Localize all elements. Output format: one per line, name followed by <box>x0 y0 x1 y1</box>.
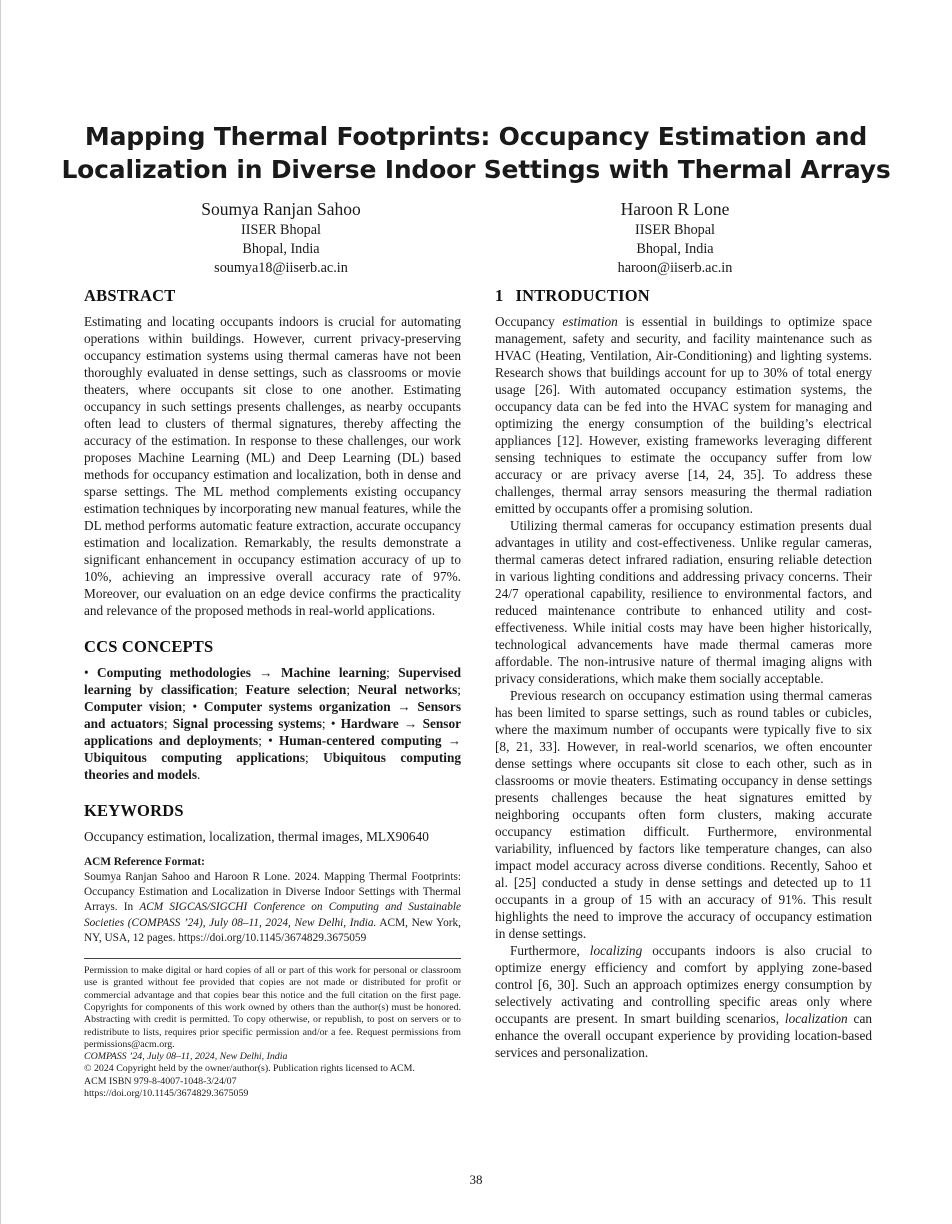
ccs-term: Signal processing systems <box>172 716 322 731</box>
ref-part: ACM, New York, NY, USA, 12 pages. https://doi.org/10.1145/3674829.3675059 <box>84 916 462 944</box>
ccs-term: Computing methodologies → Machine learning <box>97 665 387 680</box>
bullet: • <box>192 699 198 714</box>
acm-reference <box>84 855 461 946</box>
emphasis: estimation <box>562 314 618 329</box>
author-name: Haroon R Lone <box>620 199 730 219</box>
title-line-1: Mapping Thermal Footprints: Occupancy Estimation and <box>84 122 868 151</box>
title-line-2: Localization in Diverse Indoor Settings with Thermal Arrays <box>61 155 891 184</box>
permission-block <box>84 965 461 1100</box>
author-affiliation: IISER Bhopal <box>241 222 321 238</box>
intro-paragraph-1 <box>495 313 872 517</box>
keywords-heading: KEYWORDS <box>84 801 184 820</box>
text-part: can enhance the overall occupant experience by providing location-based services and personalization. <box>495 1011 872 1060</box>
bullet: • <box>330 716 336 731</box>
author-location: Bhopal, India <box>636 241 714 257</box>
author-name: Soumya Ranjan Sahoo <box>201 199 361 219</box>
abstract-heading: ABSTRACT <box>84 286 176 305</box>
isbn-line: ACM ISBN 979-8-4007-1048-3/24/07 <box>84 1075 237 1087</box>
ccs-text: • Computing methodologies → Machine learning; Supervised learning by classification; Feature selection; Neural networks; Computer vision; • Computer systems organization → Sensors and actuators; Signal processing systems; • Hardware → Sensor applications and deployments; • Human-centered computing → Ubiquitous computing applications; Ubiquitous computing theories and models. <box>84 665 461 782</box>
abstract-text: Estimating and locating occupants indoors is crucial for automating operations within buildings. However, current privacy-preserving occupancy estimation systems using thermal cameras have not been thoroughly evaluated in dense settings, such as classrooms or movie theaters, where occupants sit close to one another. Estimating occupancy in such settings presents challenges, as nearby occupants often lead to clusters of thermal signatures, thereby affecting the accuracy of the estimation. In response to these challenges, our work proposes Machine Learning (ML) and Deep Learning (DL) based methods for occupancy estimation and localization, both in dense and sparse settings. The ML method complements existing occupancy estimation techniques by incorporating new manual features, while the DL method performs automatic feature extraction, accurate occupancy estimation and localization. Remarkably, the results demonstrate a significant enhancement in occupancy estimation accuracy of up to 10%, achieving an impressive overall accuracy rate of 97%. Moreover, our evaluation on an edge device confirms the practicality and relevance of the proposed methods in real-world applications. <box>84 314 461 618</box>
acm-reference-heading: ACM Reference Format: <box>84 856 205 868</box>
bullet: • <box>84 665 89 680</box>
intro-paragraph-2: Utilizing thermal cameras for occupancy estimation presents dual advantages in utility and cost-effectiveness. Unlike regular cameras, thermal cameras detect infrared radiation, ensuring reliable detection in various lighting conditions and addressing privacy concerns. Their 24/7 operational capability, resilience to environmental factors, and reduced maintenance contribute to enhanced utility and cost-effectiveness. While initial costs may have been higher historically, technological advancements have made thermal cameras more affordable. The non-intrusive nature of thermal imaging aligns with privacy considerations, which make them socially acceptable. <box>495 518 872 686</box>
emphasis: localization <box>784 1011 848 1026</box>
venue: COMPASS ’24, July 08–11, 2024, New Delhi, India <box>84 1051 288 1063</box>
keywords-section <box>84 800 461 845</box>
author-1 <box>84 197 478 278</box>
ccs-section <box>84 636 461 783</box>
bullet: • <box>268 733 273 748</box>
section-title: INTRODUCTION <box>515 286 650 305</box>
left-column <box>84 285 461 1100</box>
ccs-term: Hardware → Sensor applications and deployments <box>84 716 461 748</box>
acm-reference-text <box>84 870 461 946</box>
intro-paragraph-4 <box>495 942 872 1061</box>
ccs-term: Feature selection <box>245 682 347 697</box>
title-block <box>60 120 892 186</box>
paper-title <box>60 120 892 186</box>
text-part: Furthermore, <box>510 943 590 958</box>
ccs-term: Computer systems organization → Sensors and actuators <box>84 699 461 731</box>
intro-paragraph-3: Previous research on occupancy estimation using thermal cameras has been limited to sparse settings, such as round tables or cubicles, where the maximum number of occupants were typically five to six [8, 21, 33]. However, in real-world scenarios, we often encounter dense settings where occupants sit close to each other, such as in classrooms or movie theaters. Estimating occupancy in dense settings presents challenges because the heat signatures emitted by neighboring occupants often form clusters, making accurate occupancy estimation difficult. Furthermore, environmental variability, influenced by factors like temperature changes, can also impact model accuracy across diverse conditions. Recently, Sahoo et al. [25] conducted a study in dense settings and detected up to 11 occupants in a group of 15 with an accuracy of 91%. This result highlights the need to improve the accuracy of occupancy estimation in dense settings. <box>495 688 872 941</box>
author-2 <box>478 197 872 278</box>
author-email: soumya18@iiserb.ac.in <box>214 260 348 276</box>
ccs-term: Human-centered computing → Ubiquitous computing applications <box>84 733 461 765</box>
intro-heading <box>495 285 872 307</box>
ccs-term: Ubiquitous computing theories and models <box>84 750 461 782</box>
text-part: Occupancy <box>495 314 563 329</box>
footnote-rule <box>84 958 461 959</box>
author-block <box>84 197 872 278</box>
ccs-heading: CCS CONCEPTS <box>84 637 214 656</box>
copyright-line: © 2024 Copyright held by the owner/author(s). Publication rights licensed to ACM. <box>84 1063 415 1075</box>
ccs-term: Supervised learning by classification <box>84 665 461 697</box>
author-location: Bhopal, India <box>242 241 320 257</box>
text-part: occupants indoors is also crucial to optimize energy efficiency and comfort by applying zone-based control [6, 30]. Such an approach optimizes energy consumption by selectively activating and controlling specific areas only where occupants are present. In smart building scenarios, <box>495 943 872 1026</box>
text-part: is essential in buildings to optimize space management, safety and security, and facility maintenance such as HVAC (Heating, Ventilation, Air-Conditioning) and lighting systems. Research shows that buildings account for up to 30% of total energy usage [26]. With automated occupancy estimation systems, the occupancy data can be fed into the HVAC system for managing and optimizing the energy consumption of the building’s electrical appliances [12]. However, existing frameworks leveraging different sensing techniques to estimate the occupancy suffer from low accuracy or are privacy averse [14, 24, 35]. To address these challenges, thermal array sensors measuring the thermal radiation emitted by occupants offer a promising solution. <box>495 314 872 516</box>
ccs-term: Neural networks <box>357 682 458 697</box>
ref-part: Soumya Ranjan Sahoo and Haroon R Lone. 2024. Mapping Thermal Footprints: Occupancy Estimation and Localization in Diverse Indoor Settings with Thermal Arrays. In <box>84 871 461 914</box>
ref-venue: ACM SIGCAS/SIGCHI Conference on Computing and Sustainable Societies (COMPASS ’24), July 08–11, 2024, New Delhi, India. <box>84 901 461 929</box>
section-number: 1 <box>495 286 504 305</box>
permission-text: Permission to make digital or hard copies of all or part of this work for personal or classroom use is granted without fee provided that copies are not made or distributed for profit or commercial advantage and that copies bear this notice and the full citation on the first page. Copyrights for components of this work owned by others than the author(s) must be honored. Abstracting with credit is permitted. To copy otherwise, or republish, to post on servers or to redistribute to lists, requires prior specific permission and/or a fee. Request permissions from permissions@acm.org. <box>84 965 461 1050</box>
author-affiliation: IISER Bhopal <box>635 222 715 238</box>
page-number: 38 <box>469 1172 483 1187</box>
keywords-text: Occupancy estimation, localization, thermal images, MLX90640 <box>84 829 429 844</box>
right-column <box>495 285 872 1061</box>
doi-line: https://doi.org/10.1145/3674829.3675059 <box>84 1087 249 1099</box>
page-left-edge <box>0 0 1 1224</box>
abstract-section <box>84 285 461 619</box>
emphasis: localizing <box>589 943 643 958</box>
author-email: haroon@iiserb.ac.in <box>617 260 733 276</box>
ccs-term: Computer vision <box>84 699 183 714</box>
permission-venue <box>84 1051 461 1063</box>
